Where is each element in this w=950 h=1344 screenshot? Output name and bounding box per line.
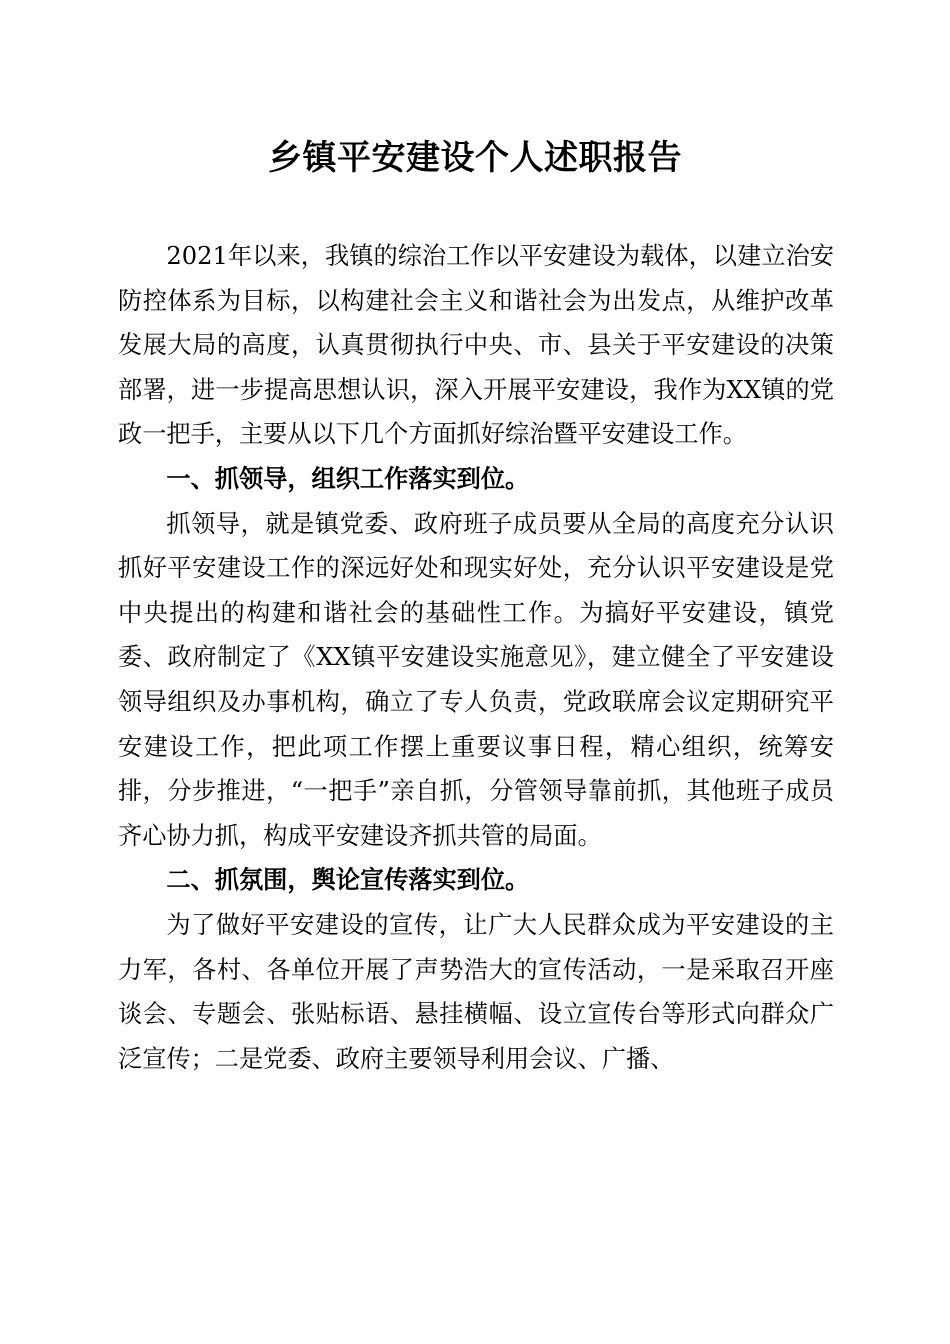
section-1-paragraph: 抓领导，就是镇党委、政府班子成员要从全局的高度充分认识抓好平安建设工作的深远好处和现实好处，充分认识平安建设是党中央提出的构建和谐社会的基础性工作。为搞好平安建设，镇党委、政府制定了《XX镇平安建设实施意见》，建立健全了平安建设领导组织及办事机构，确立了专人负责，党政联席会议定期研究平安建设工作，把此项工作摆上重要议事日程，精心组织，统筹安排，分步推进，“一把手”亲自抓，分管领导靠前抓，其他班子成员齐心协力抓，构成平安建设齐抓共管的局面。 — [118, 509, 834, 850]
section-heading-1: 一、抓领导，组织工作落实到位。 — [166, 464, 530, 493]
document-body — [118, 234, 834, 1081]
intro-paragraph: 2021年以来，我镇的综治工作以平安建设为载体，以建立治安防控体系为目标，以构建社会主义和谐社会为出发点，从维护改革发展大局的高度，认真贯彻执行中央、市、县关于平安建设的决策部署，进一步提高思想认识，深入开展平安建设，我作为XX镇的党政一把手，主要从以下几个方面抓好综治暨平安建设工作。 — [118, 242, 834, 449]
section-2-paragraph: 为了做好平安建设的宣传，让广大人民群众成为平安建设的主力军，各村、各单位开展了声势浩大的宣传活动，一是采取召开座谈会、专题会、张贴标语、悬挂横幅、设立宣传台等形式向群众广泛宣传；二是党委、政府主要领导利用会议、广播、 — [118, 910, 834, 1073]
section-heading-2: 二、抓氛围，舆论宣传落实到位。 — [166, 866, 530, 895]
document-title: 乡镇平安建设个人述职报告 — [268, 138, 682, 178]
